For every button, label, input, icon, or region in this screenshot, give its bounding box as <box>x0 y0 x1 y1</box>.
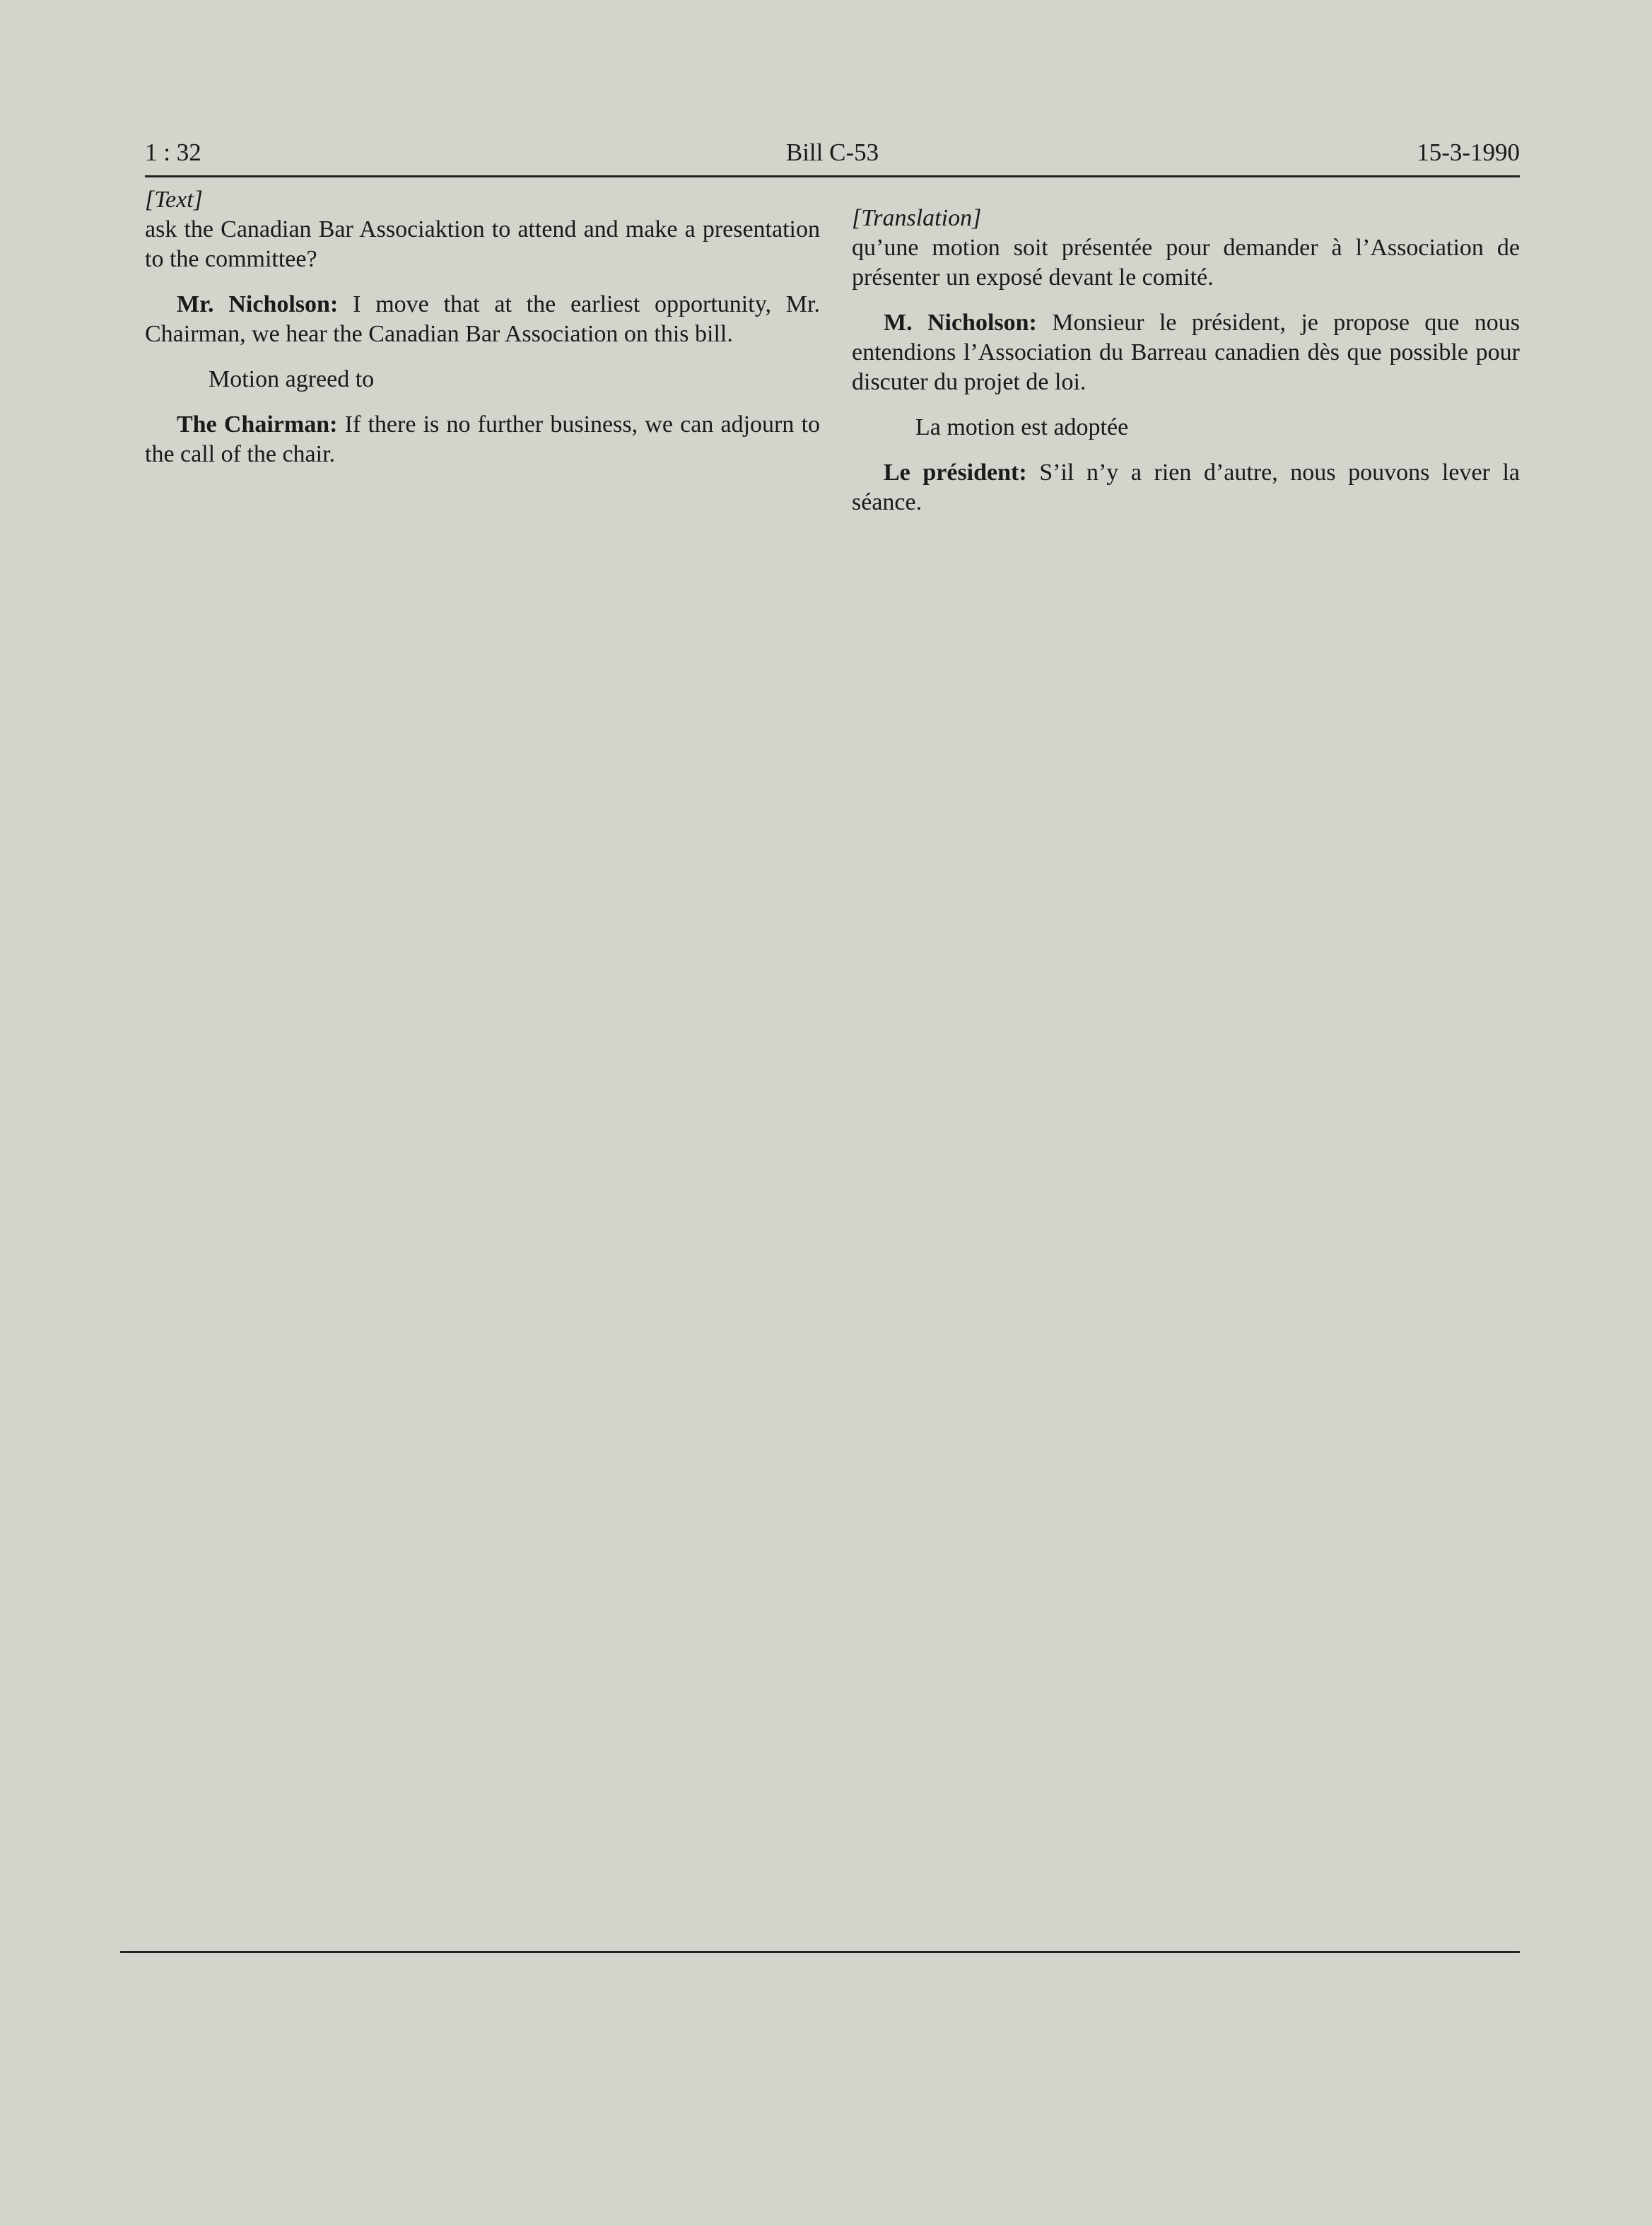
motion-result: Motion agreed to <box>209 366 375 392</box>
header-date: 15-3-1990 <box>1417 139 1520 166</box>
speaker-name: The Chairman: <box>177 411 338 438</box>
speech-chairman <box>852 458 1520 517</box>
speaker-name: Le président: <box>884 459 1027 486</box>
bill-title: Bill C-53 <box>785 139 879 166</box>
motion-result: La motion est adoptée <box>915 414 1129 440</box>
english-column <box>145 185 820 485</box>
page-number: 1 : 32 <box>145 139 201 166</box>
header-rule <box>145 175 1520 177</box>
speaker-name: M. Nicholson: <box>884 310 1037 336</box>
speech-text: I move that at the earliest opportunity, Mr. Chairman, we hear the Canadian Bar Association on this bill. <box>145 291 820 347</box>
speech-chairman <box>145 410 820 469</box>
speech-text: If there is no further business, we can adjourn to the call of the chair. <box>145 411 821 467</box>
footer-rule <box>120 1951 1520 1953</box>
page-header <box>145 139 1520 174</box>
speech-nicholson <box>145 290 820 349</box>
text-marker: [Text] <box>145 187 203 213</box>
speech-text: S’il n’y a rien d’autre, nous pouvons lever la séance. <box>852 459 1520 515</box>
speech-text: Monsieur le président, je propose que nous entendions l’Association du Barreau canadien dès que possible pour discuter du projet de loi. <box>852 310 1520 395</box>
speaker-name: Mr. Nicholson: <box>177 291 339 317</box>
paragraph: qu’une motion soit présentée pour demander à l’Association de présenter un exposé devant le comité. <box>852 235 1520 291</box>
french-column <box>852 204 1520 533</box>
paragraph: ask the Canadian Bar Associaktion to attend and make a presentation to the committee? <box>145 216 820 272</box>
speech-nicholson <box>852 308 1520 397</box>
translation-marker: [Translation] <box>852 205 982 231</box>
